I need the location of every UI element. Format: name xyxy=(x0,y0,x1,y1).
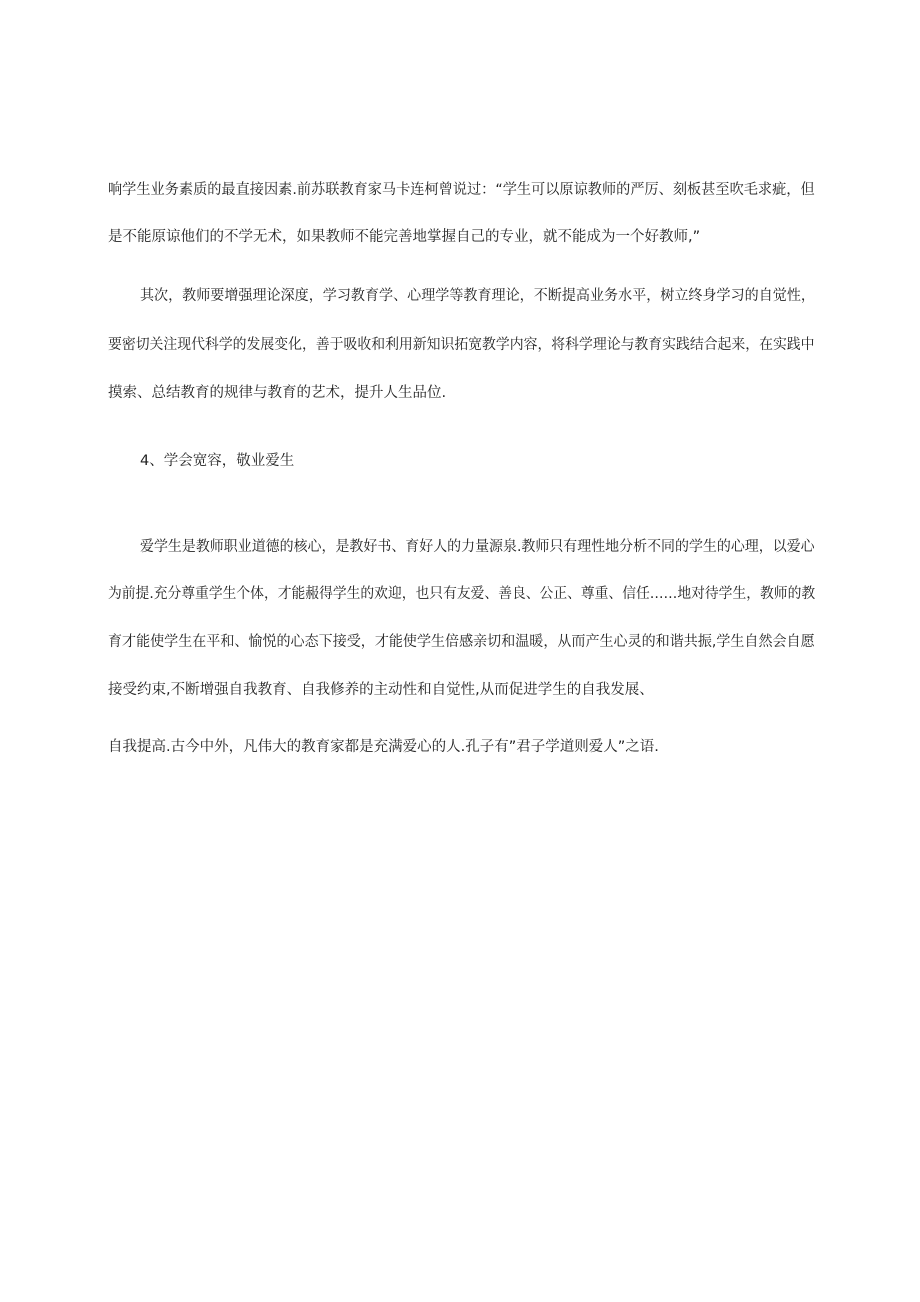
paragraph-1-line-1: 响学生业务素质的最直接因素.前苏联教育家马卡连柯曾说过：“学生可以原谅教师的严厉、刻板甚至吹毛求疵，但 xyxy=(108,182,815,198)
paragraph-1-line-2: 是不能原谅他们的不学无术，如果教师不能完善地掌握自己的专业，就不能成为一个好教师,” xyxy=(108,229,701,245)
paragraph-3-line-2: 为前提.充分尊重学生个体，才能赧得学生的欢迎，也只有友爱、善良、公正、尊重、信任……地对待学生，教师的教 xyxy=(108,586,816,602)
section-heading: 4、学会宽容，敬业爱生 xyxy=(140,453,295,469)
paragraph-2-line-1: 其次，教师要增强理论深度，学习教育学、心理学等教育理论，不断提高业务水平，树立终身学习的自觉性， xyxy=(140,288,815,304)
paragraph-3-line-1: 爱学生是教师职业道德的核心，是教好书、育好人的力量源泉.教师只有理性地分析不同的学生的心理，以爱心 xyxy=(140,539,815,555)
paragraph-3-line-5: 自我提高.古今中外，凡伟大的教育家都是充满爱心的人.孔子有”君子学道则爱人”之语. xyxy=(108,739,659,755)
paragraph-3-line-3: 育才能使学生在平和、愉悦的心态下接受，才能使学生倍感亲切和温暖，从而产生心灵的和谐共振,学生自然会自愿 xyxy=(108,634,815,650)
paragraph-2-line-2: 要密切关注现代科学的发展变化，善于吸收和利用新知识拓宽教学内容，将科学理论与教育实践结合起来，在实践中 xyxy=(108,337,815,353)
paragraph-3-line-4: 接受约束,不断增强自我教育、自我修养的主动性和自觉性,从而促进学生的自我发展、 xyxy=(108,682,654,698)
paragraph-2-line-3: 摸索、总结教育的规律与教育的艺术，提升人生品位. xyxy=(108,385,447,401)
